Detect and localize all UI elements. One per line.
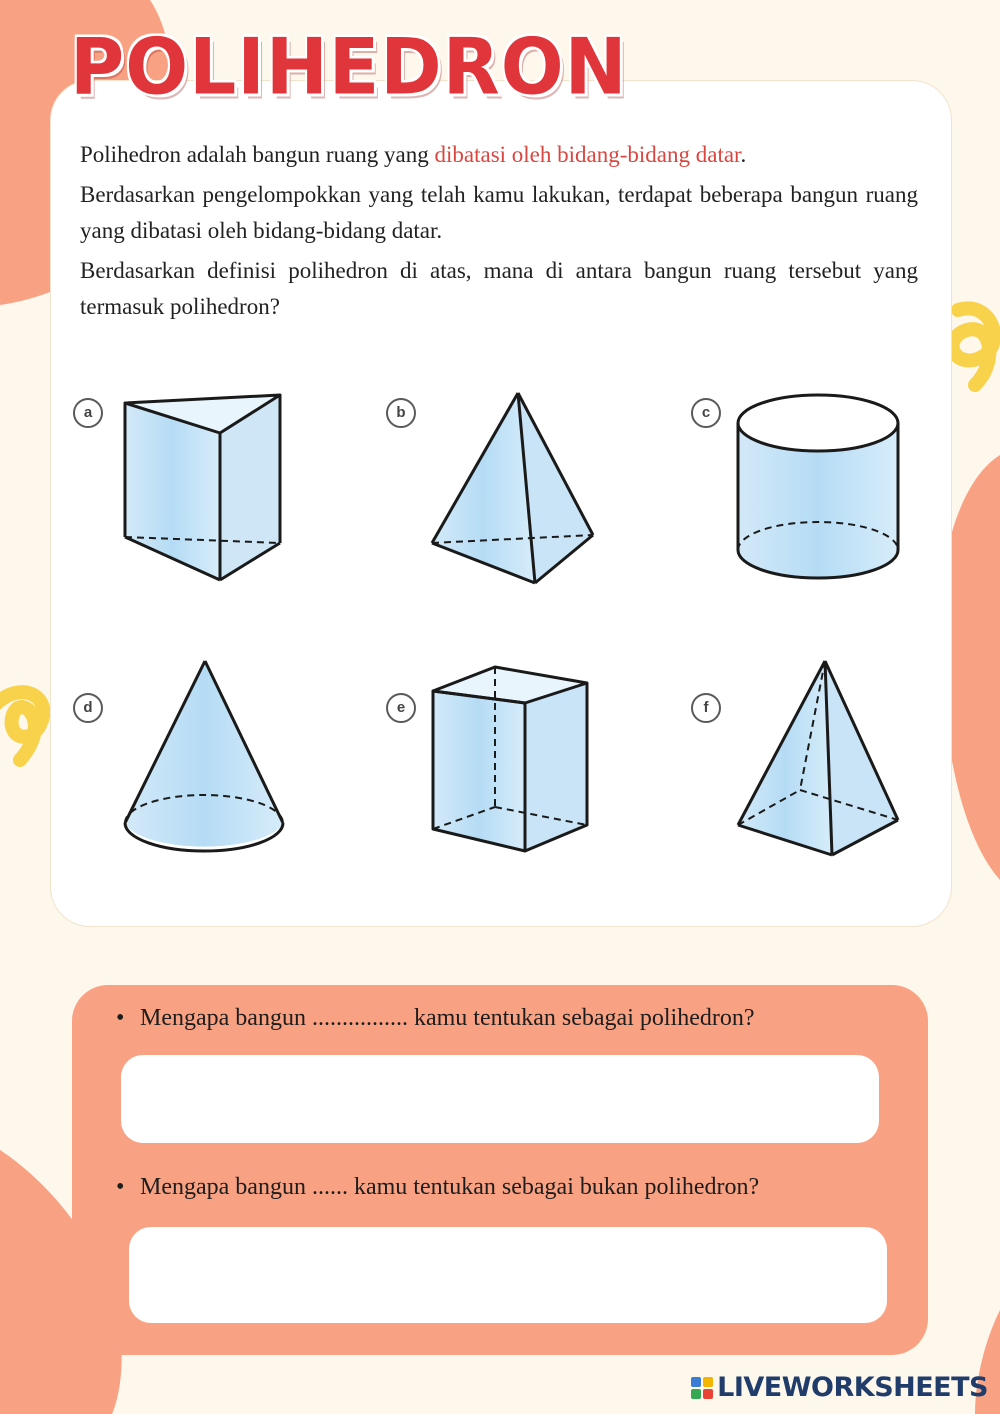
shape-label-f: f	[691, 693, 721, 723]
question-1-text: Mengapa bangun ................ kamu tentukan sebagai polihedron?	[140, 1005, 755, 1031]
definition-text: Polihedron adalah bangun ruang yang	[80, 142, 435, 167]
right-squiggle	[953, 308, 995, 385]
question-2-text: Mengapa bangun ...... kamu tentukan sebagai bukan polihedron?	[140, 1174, 760, 1200]
grouping-paragraph: Berdasarkan pengelompokkan yang telah kamu lakukan, terdapat beberapa bangun ruang yang dibatasi oleh bidang-bidang datar.	[80, 182, 918, 243]
cone-icon	[115, 655, 290, 860]
triangular-prism-icon	[115, 385, 290, 590]
shape-label-e: e	[386, 693, 416, 723]
intro-text	[80, 137, 918, 325]
shape-label-a: a	[73, 398, 103, 428]
definition-end: .	[740, 142, 747, 167]
bullet-1: •	[116, 1005, 125, 1031]
shape-label-d: d	[73, 693, 103, 723]
definition-highlight: dibatasi oleh bidang-bidang datar	[434, 142, 741, 167]
brand-name: LIVEWORKSHEETS	[717, 1372, 988, 1403]
question-paragraph: Berdasarkan definisi polihedron di atas, mana di antara bangun ruang tersebut yang termasuk polihedron?	[80, 258, 918, 319]
shape-label-b: b	[386, 398, 416, 428]
liveworksheets-logo[interactable]	[691, 1372, 988, 1403]
page-title: POLIHEDRON	[70, 21, 628, 113]
left-squiggle	[0, 692, 43, 760]
triangular-pyramid-icon	[425, 385, 600, 590]
answer-input-2[interactable]	[129, 1227, 887, 1323]
bullet-2: •	[116, 1174, 125, 1200]
rectangular-prism-icon	[425, 655, 600, 860]
definition-paragraph	[80, 137, 918, 173]
question-1	[116, 1005, 755, 1032]
answer-input-1[interactable]	[121, 1055, 879, 1143]
square-pyramid-icon	[730, 655, 905, 860]
cylinder-icon	[730, 385, 905, 590]
question-2	[116, 1174, 759, 1201]
liveworksheets-icon	[691, 1377, 713, 1399]
shape-label-c: c	[691, 398, 721, 428]
